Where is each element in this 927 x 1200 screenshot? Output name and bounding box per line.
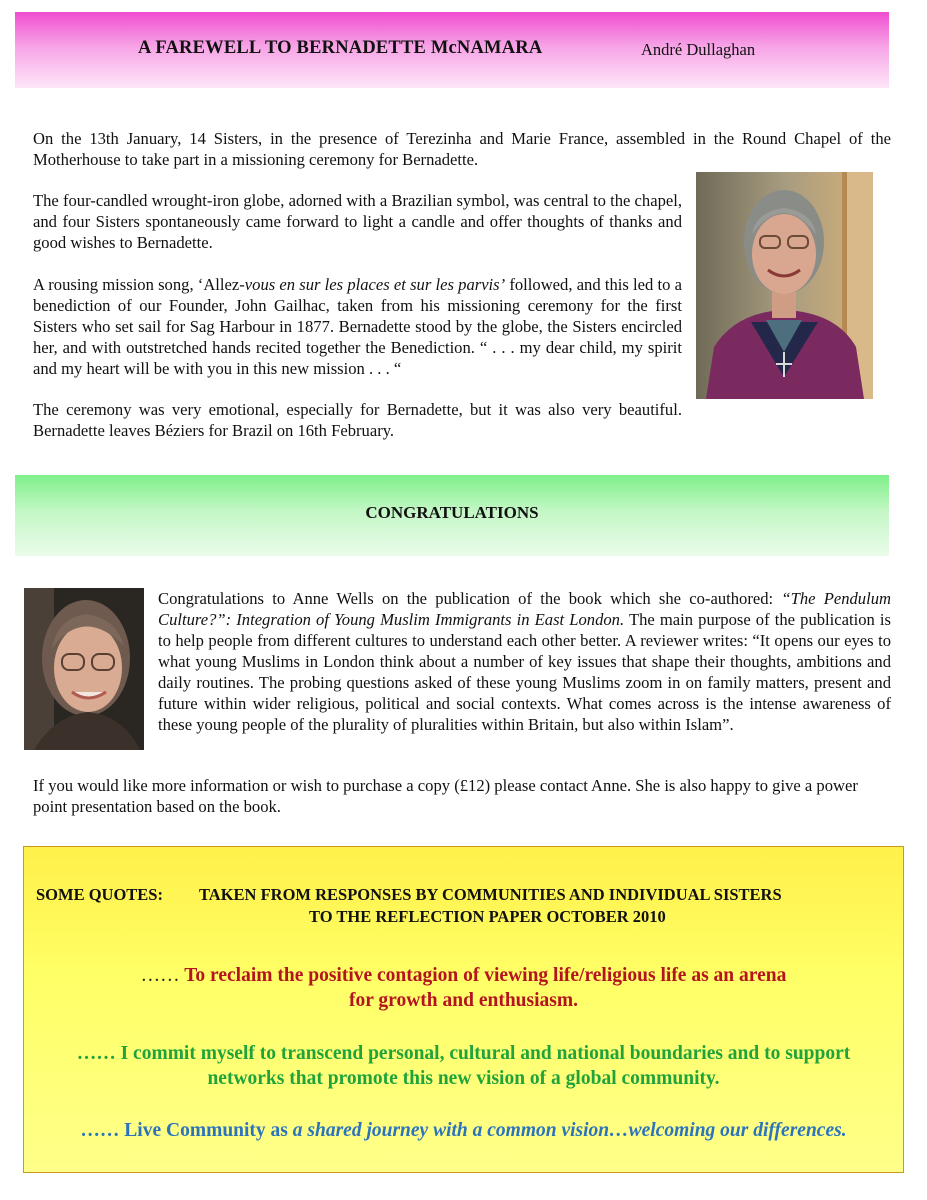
para3-rest: followed, and this led to a benediction of our Founder, John Gailhac, taken from his missioning ceremony for the first Sisters who set sail for Sag Harbour in 1877. Bernadette stood by the globe, the Sisters encircled her, and with outstretched hands recited together the Benediction. “ . . . my dear child, my spirit and my heart will be with you in this new mission . . . “	[33, 275, 682, 378]
book-title: “The Pendulum Culture?”: Integration of Young Muslim Immigrants in East London.	[158, 589, 891, 629]
para3-start: A rousing mission song, ‘Allez-	[33, 275, 245, 294]
farewell-paragraph-4: The ceremony was very emotional, especially for Bernadette, but it was also very beautiful. Bernadette leaves Béziers for Brazil on 16th February.	[33, 400, 682, 440]
quote-1-text: To reclaim the positive contagion of viewing life/religious life as an arena	[179, 965, 787, 986]
congrats-rest: The main purpose of the publication is to help people from different cultures to understand each other better. A reviewer writes: “It opens our eyes to what young Muslims in London think about a number of key issues that shape their thoughts, ambitions and daily routines. The probing questions asked of these young Muslims zoom in on family matters, present and future within wider religious, political and social contexts. What comes across is the intense awareness of these young people of the plurality of pluralities within Britain, but also within Islam”.	[158, 610, 891, 734]
farewell-paragraph-3	[33, 274, 682, 379]
congrats-title: CONGRATULATIONS	[365, 503, 539, 522]
farewell-paragraph-2: The four-candled wrought-iron globe, adorned with a Brazilian symbol, was central to the chapel, and four Sisters spontaneously came forward to light a candle and offer thoughts of thanks and good wishes to Bernadette.	[33, 191, 682, 252]
anne-photo	[24, 588, 144, 750]
quote-3-start: …… Live Community as	[80, 1120, 293, 1141]
quote-2	[23, 1041, 904, 1091]
quote-1-line-2: for growth and enthusiasm.	[349, 990, 578, 1011]
song-title: vous en sur les places et sur les parvis’	[244, 275, 506, 294]
quote-3	[23, 1118, 904, 1143]
quotes-label: SOME QUOTES:	[36, 885, 163, 904]
congrats-paragraph-1	[158, 588, 891, 735]
farewell-title: A FAREWELL TO BERNADETTE McNAMARA	[138, 38, 543, 58]
quote-2-line-1: …… I commit myself to transcend personal, cultural and national boundaries and to support	[76, 1043, 851, 1064]
quote-1-line-1	[23, 963, 904, 988]
quote-3-italic: a shared journey with a common vision…welcoming our differences.	[292, 1120, 847, 1141]
congrats-paragraph-2: If you would like more information or wish to purchase a copy (£12) please contact Anne. She is also happy to give a power point presentation based on the book.	[33, 776, 858, 816]
bernadette-photo	[696, 172, 873, 399]
quote-1	[23, 963, 904, 1013]
quote-2-line-2: networks that promote this new vision of a global community.	[207, 1068, 720, 1089]
congrats-intro: Congratulations to Anne Wells on the publication of the book which she co-authored:	[158, 589, 782, 608]
quotes-heading-line-1: TAKEN FROM RESPONSES BY COMMUNITIES AND INDIVIDUAL SISTERS	[199, 885, 782, 904]
farewell-paragraph-1: On the 13th January, 14 Sisters, in the presence of Terezinha and Marie France, assembled in the Round Chapel of the Motherhouse to take part in a missioning ceremony for Bernadette.	[33, 129, 891, 169]
farewell-author: André Dullaghan	[641, 40, 756, 59]
quotes-heading-line-2: TO THE REFLECTION PAPER OCTOBER 2010	[309, 907, 666, 926]
quote-1-ellipsis: ……	[140, 965, 180, 986]
